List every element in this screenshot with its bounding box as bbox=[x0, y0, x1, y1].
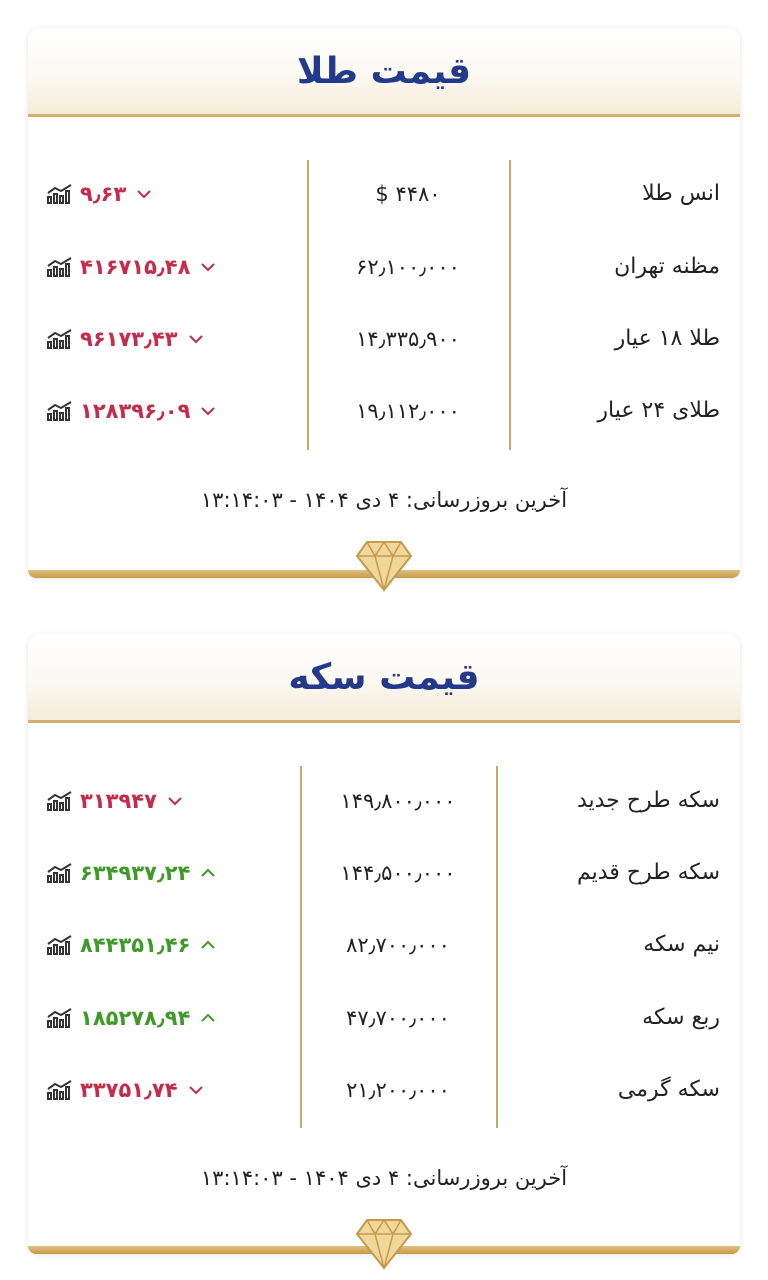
row-name: طلا ۱۸ عیار bbox=[614, 326, 720, 351]
row-change bbox=[46, 998, 216, 1038]
coin-row-old-design[interactable] bbox=[28, 853, 740, 893]
bar-chart-icon[interactable] bbox=[46, 400, 74, 422]
bar-chart-icon[interactable] bbox=[46, 934, 74, 956]
chevron-down-icon bbox=[188, 333, 204, 345]
chevron-up-icon bbox=[200, 1012, 216, 1024]
row-change bbox=[46, 247, 216, 287]
coin-card-title: قیمت سکه bbox=[288, 656, 480, 698]
row-name: انس طلا bbox=[642, 181, 720, 206]
row-price: ۱۴۴٫۵۰۰٫۰۰۰ bbox=[340, 861, 456, 885]
change-value: ۱۸۵۲۷۸٫۹۴ bbox=[80, 1006, 191, 1030]
row-name: سکه طرح قدیم bbox=[576, 860, 720, 885]
row-price: ۸۲٫۷۰۰٫۰۰۰ bbox=[346, 933, 450, 957]
gold-card-title: قیمت طلا bbox=[296, 50, 472, 92]
last-updated: آخرین بروزرسانی: ۴ دی ۱۴۰۴ - ۱۳:۱۴:۰۳ bbox=[200, 488, 568, 512]
change-value: ۳۱۳۹۴۷ bbox=[80, 789, 157, 813]
row-name: سکه گرمی bbox=[617, 1077, 720, 1102]
change-value: ۸۴۴۳۵۱٫۴۶ bbox=[80, 933, 191, 957]
row-change bbox=[46, 781, 183, 821]
change-value: ۹٫۶۳ bbox=[80, 182, 127, 206]
bar-chart-icon[interactable] bbox=[46, 183, 74, 205]
change-value: ۴۱۶۷۱۵٫۴۸ bbox=[80, 255, 191, 279]
coin-row-half[interactable] bbox=[28, 925, 740, 965]
row-name: مظنه تهران bbox=[614, 254, 720, 279]
bar-chart-icon[interactable] bbox=[46, 328, 74, 350]
gold-card-header bbox=[28, 28, 740, 117]
row-price: ۱۴۹٫۸۰۰٫۰۰۰ bbox=[340, 789, 456, 813]
row-price: ۱۴٫۳۳۵٫۹۰۰ bbox=[356, 327, 460, 351]
coin-row-new-design[interactable] bbox=[28, 781, 740, 821]
chevron-down-icon bbox=[200, 261, 216, 273]
row-change bbox=[46, 925, 216, 965]
row-price: ۶۲٫۱۰۰٫۰۰۰ bbox=[356, 255, 460, 279]
chevron-down-icon bbox=[167, 795, 183, 807]
row-price: ۲۱٫۲۰۰٫۰۰۰ bbox=[346, 1078, 450, 1102]
row-name: ربع سکه bbox=[642, 1005, 720, 1030]
coin-row-gram[interactable] bbox=[28, 1070, 740, 1110]
bar-chart-icon[interactable] bbox=[46, 1079, 74, 1101]
gold-price-card bbox=[28, 28, 740, 578]
bar-chart-icon[interactable] bbox=[46, 1007, 74, 1029]
change-value: ۹۶۱۷۳٫۴۳ bbox=[80, 327, 178, 351]
coin-row-quarter[interactable] bbox=[28, 998, 740, 1038]
change-value: ۶۳۴۹۳۷٫۲۴ bbox=[80, 861, 191, 885]
gold-row-ounce[interactable] bbox=[28, 174, 740, 214]
change-value: ۳۳۷۵۱٫۷۴ bbox=[80, 1078, 178, 1102]
diamond-icon bbox=[355, 1218, 413, 1270]
row-change bbox=[46, 174, 152, 214]
diamond-icon bbox=[355, 540, 413, 592]
row-change bbox=[46, 1070, 204, 1110]
last-updated: آخرین بروزرسانی: ۴ دی ۱۴۰۴ - ۱۳:۱۴:۰۳ bbox=[200, 1166, 568, 1190]
row-change bbox=[46, 319, 204, 359]
coin-card-header bbox=[28, 634, 740, 723]
gold-row-18k[interactable] bbox=[28, 319, 740, 359]
row-price: ۴۷٫۷۰۰٫۰۰۰ bbox=[346, 1006, 450, 1030]
row-price: $ ۴۴۸۰ bbox=[375, 182, 441, 206]
row-name: نیم سکه bbox=[643, 932, 720, 957]
bar-chart-icon[interactable] bbox=[46, 256, 74, 278]
bar-chart-icon[interactable] bbox=[46, 862, 74, 884]
row-change bbox=[46, 853, 216, 893]
row-change bbox=[46, 391, 216, 431]
row-name: طلای ۲۴ عیار bbox=[597, 398, 720, 423]
change-value: ۱۲۸۳۹۶٫۰۹ bbox=[80, 399, 191, 423]
gold-row-24k[interactable] bbox=[28, 391, 740, 431]
chevron-up-icon bbox=[200, 867, 216, 879]
chevron-up-icon bbox=[200, 939, 216, 951]
chevron-down-icon bbox=[188, 1084, 204, 1096]
chevron-down-icon bbox=[200, 405, 216, 417]
row-price: ۱۹٫۱۱۲٫۰۰۰ bbox=[356, 399, 460, 423]
chevron-down-icon bbox=[136, 188, 152, 200]
coin-price-card bbox=[28, 634, 740, 1254]
row-name: سکه طرح جدید bbox=[576, 788, 720, 813]
bar-chart-icon[interactable] bbox=[46, 790, 74, 812]
gold-row-mazaneh[interactable] bbox=[28, 247, 740, 287]
